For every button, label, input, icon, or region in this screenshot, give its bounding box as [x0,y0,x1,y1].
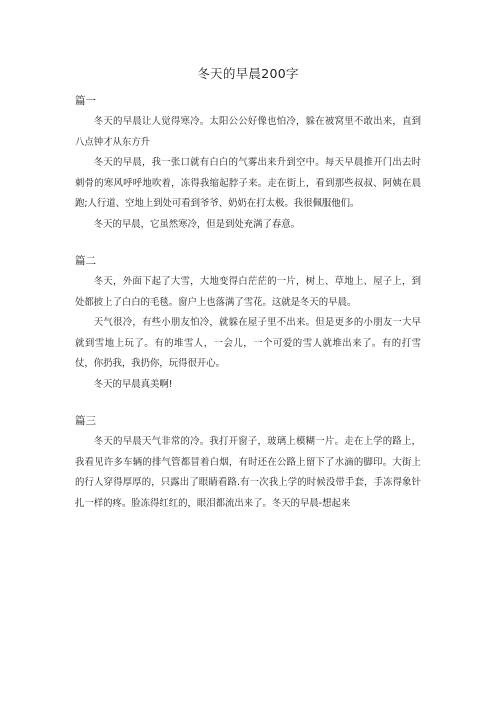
paragraph: 冬天，外面下起了大雪，大地变得白茫茫的一片，树上、草地上、屋子上，到处都披上了白白的毛毯。窗户上也落满了雪花。这就是冬天的早晨。 [75,276,421,308]
document-title: 冬天的早晨200字 [197,66,299,81]
section-spacer [75,395,421,414]
section-heading: 篇二 [75,255,96,267]
paragraph: 冬天的早晨，我一张口就有白白的气雾出来升到空中。每天早晨推开门出去时刺骨的寒风呼呼地吹着，冻得我缩起脖子来。走在街上，看到那些叔叔、阿姨在晨跑;人行道、空地上到处可看到爷爷、奶奶在打太极。我很佩服他们。 [75,157,421,209]
paragraph: 天气很冷，有些小朋友怕冷，就躲在屋子里不出来。但是更多的小朋友一大早就到雪地上玩了。有的堆雪人，一会儿，一个可爱的雪人就堆出来了。有的打雪仗，你扔我，我扔你，玩得很开心。 [75,317,421,369]
paragraph: 冬天的早晨让人觉得寒冷。太阳公公好像也怕冷，躲在被窝里不敢出来，直到八点钟才从东方升 [75,116,421,148]
paragraph: 冬天的早晨天气非常的冷。我打开窗子，玻璃上模糊一片。走在上学的路上，我看见许多车辆的排气管都冒着白烟，有时还在公路上留下了水滴的脚印。大街上的行人穿得厚厚的，只露出了眼睛看路.有一次我上学的时候没带手套，手冻得象针扎一样的疼。脸冻得红红的，眼泪都流出来了。冬天的早晨-想起来 [75,436,421,509]
section-1 [75,94,421,235]
section-heading: 篇一 [75,95,96,107]
paragraph: 冬天的早晨，它虽然寒冷，但是到处充满了春意。 [93,218,301,230]
section-3 [75,414,421,514]
paragraph: 冬天的早晨真美啊! [93,378,173,390]
section-2 [75,254,421,395]
document-body [75,94,421,514]
section-heading: 篇三 [75,415,96,427]
section-spacer [75,235,421,254]
